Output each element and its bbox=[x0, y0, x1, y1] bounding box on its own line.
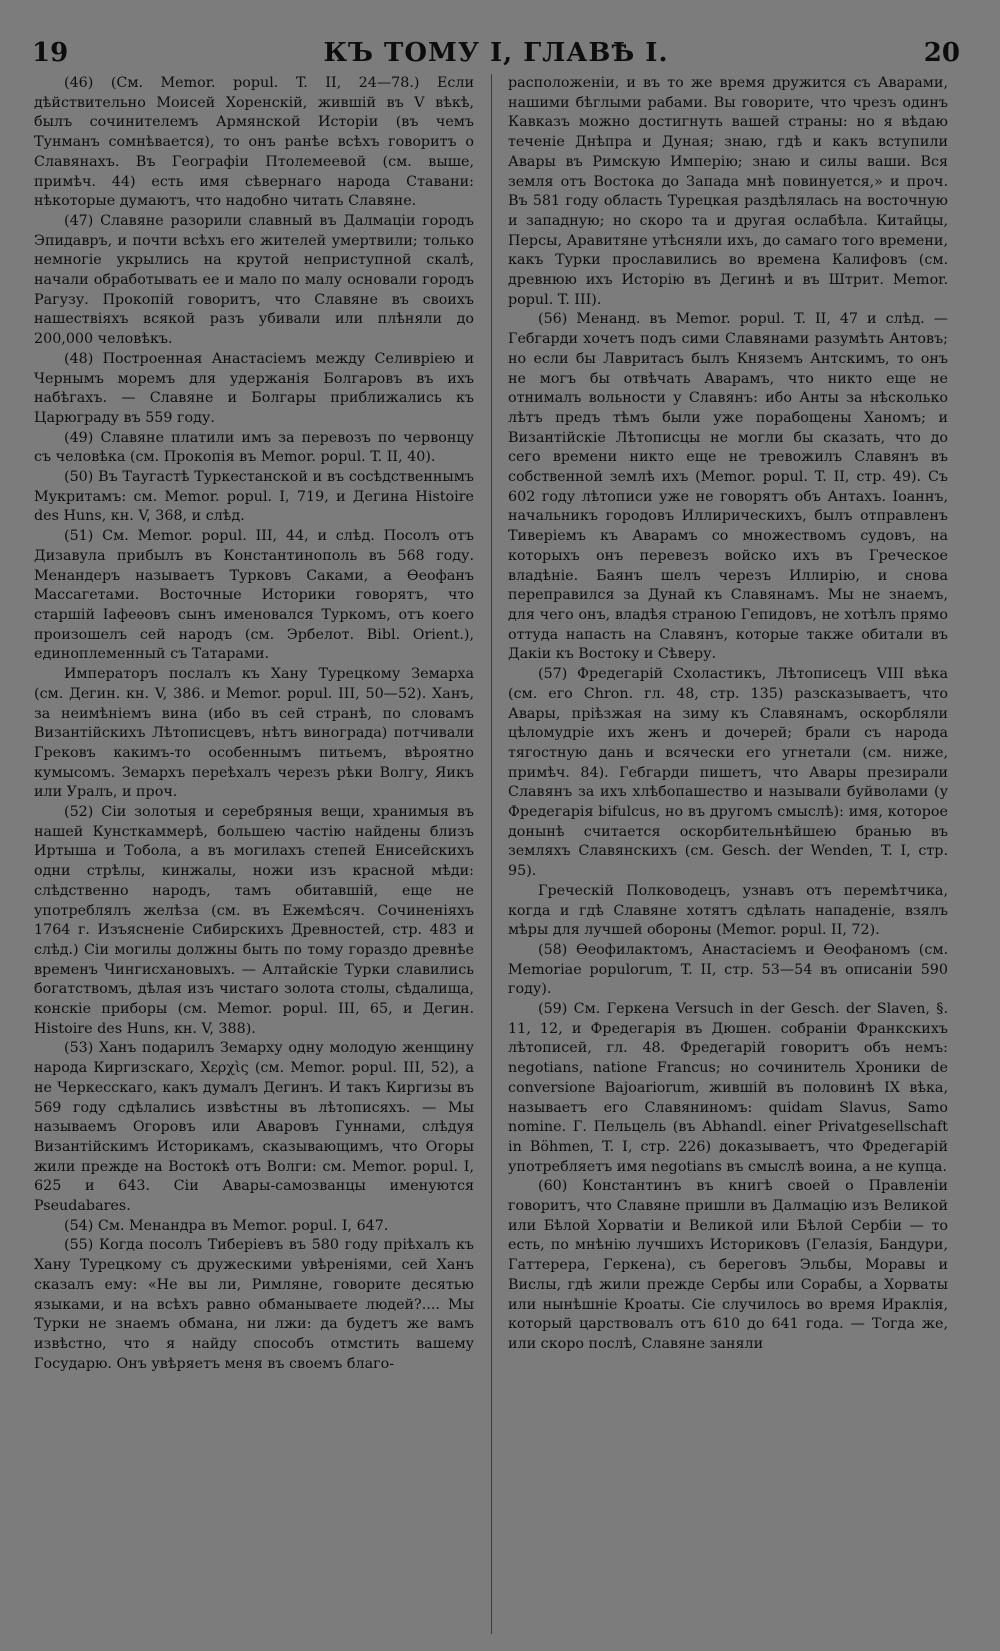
note-54: (54) См. Менандра въ Memor. popul. I, 647. bbox=[64, 1217, 389, 1234]
note-48: (48) Построенная Анастасіемъ между Селивріею и Чернымъ моремъ для удержанія Болгаровъ въ ихъ набѣгахъ. — Славяне и Болгары приближались къ Царюграду въ 559 году. bbox=[34, 350, 474, 426]
note-46: (46) (См. Memor. popul. T. II, 24—78.) Если дѣйствительно Моисей Хоренскій, жившій въ V вѣкѣ, былъ сочинителемъ Армянской Исторіи (въ чемъ Тунманъ сомнѣвается), то онъ ранѣе всѣхъ говоритъ о Славянахъ. Въ Географіи Птолемеевой (см. выше, примѣч. 44) есть имя сѣвернаго народа Ставани: нѣкоторые думаютъ, что надобно читать Славяне. bbox=[34, 75, 474, 210]
note-60: (60) Константинъ въ книгѣ своей о Правленіи говоритъ, что Славяне пришли въ Далмацію изъ Великой или Бѣлой Хорватіи и Великой или Бѣлой Сербіи — то есть, по мнѣнію лучшихъ Историковъ (Гелазія, Бандури, Гаттерера, Геркена), съ береговъ Эльбы, Моравы и Вислы, гдѣ жили прежде Сербы или Сорабы, а Хорваты или нынѣшніе Кроаты. Сіе случилось во время Ираклія, который царствовалъ отъ 610 до 641 года. — Тогда же, или скоро послѣ, Славяне заняли bbox=[508, 1178, 948, 1352]
note-55-continued: расположеніи, и въ то же время дружится съ Аварами, нашими бѣглыми рабами. Вы говорите, что чрезъ одинъ Кавказъ можно достигнуть вашей страны: но я вѣдаю теченіе Днѣпра и Дуная; знаю, гдѣ и какъ вступили Авары въ Римскую Имперію; знаю и силы ваши. Вся земля отъ Востока до Запада мнѣ повинуется,» и проч. Въ 581 году область Турецкая раздѣлялась на восточную и западную; но скоро та и другая ослабѣла. Китайцы, Персы, Аравитяне утѣсняли ихъ, до самаго того времени, какъ Турки прославились во времена Калифовъ (см. древнюю ихъ Исторію въ Дегинѣ и въ Штрит. Memor. popul. T. III). bbox=[508, 75, 948, 308]
page-number-left: 19 bbox=[32, 38, 69, 68]
right-column bbox=[508, 74, 948, 1355]
note-51: (51) См. Memor. popul. III, 44, и слѣд. Посолъ отъ Дизавула прибылъ въ Константинополь въ 568 году. Менандеръ называетъ Турковъ Саками, а Ѳеофанъ Массагетами. Восточные Историки говорятъ, что старшій Іафеѳовъ сынъ именовался Туркомъ, отъ коего произошелъ сей народъ (см. Эрбелот. Bibl. Orient.), единоплеменный съ Татарами. bbox=[34, 528, 474, 663]
note-55: (55) Когда посолъ Тиберіевъ въ 580 году пріѣхалъ къ Хану Турецкому съ дружескими увѣреніями, сей Ханъ сказалъ ему: «Не вы ли, Римляне, говорите десятью языками, и на всѣхъ равно обманываете людей?.... Мы Турки не знаемъ обмана, ни лжи: да будетъ же вамъ извѣстно, что я найду способъ отмстить вашему Государю. Онъ увѣряетъ меня въ своемъ благо- bbox=[34, 1237, 474, 1372]
running-title: КЪ ТОМУ I, ГЛАВѢ I. bbox=[323, 38, 669, 68]
note-49: (49) Славяне платили имъ за перевозъ по червонцу съ человѣка (см. Прокопія въ Memor. popul. T. II, 40). bbox=[34, 429, 474, 466]
note-57: (57) Фредегарій Схоластикъ, Лѣтописецъ VIII вѣка (см. его Chron. гл. 48, стр. 135) разсказываетъ, что Авары, пріѣзжая на зиму къ Славянамъ, оскорбляли цѣломудріе ихъ женъ и дочерей; брали съ народа тягостную дань и всячески его угнетали (см. ниже, примѣч. 84). Гебгарди пишетъ, что Авары презирали Славянъ за ихъ хлѣбопашество и называли буйволами (у Фредегарія bifulcus, но въ другомъ смыслѣ): имя, которое донынѣ считается оскорбительнѣйшею бранью въ земляхъ Славянскихъ (см. Gesch. der Wenden, T. I, стр. 95). bbox=[508, 666, 948, 880]
left-column bbox=[34, 74, 474, 1374]
note-58: (58) Ѳеофилактомъ, Анастасіемъ и Ѳеофаномъ (см. Memoriae populorum, T. II, стр. 53—54 въ описаніи 590 году). bbox=[508, 941, 948, 998]
note-47: (47) Славяне разорили славный въ Далмаціи городъ Эпидавръ, и почти всѣхъ его жителей умертвили; только немногіе укрылись на крутой неприступной скалѣ, начали обработывать ее и мало по малу основали городъ Рагузу. Прокопій говоритъ, что Славяне въ своихъ нашествіяхъ всякой разъ убивали или плѣняли до 200,000 человѣкъ. bbox=[34, 212, 474, 348]
note-52: (52) Сіи золотыя и серебряныя вещи, хранимыя въ нашей Кунсткаммерѣ, большею частію найдены близъ Иртыша и Тобола, а въ могилахъ степей Енисейскихъ одни стрѣлы, кинжалы, ножи изъ красной мѣди: слѣдственно народъ, тамъ обитавшій, еще не употреблялъ желѣза (см. въ Ежемѣсяч. Сочиненіяхъ 1764 г. Изъясненіе Сибирскихъ Древностей, стр. 483 и слѣд.) Сіи могилы должны быть по тому гораздо древнѣе временъ Чингисхановыхъ. — Алтайскіе Турки славились богатствомъ, дѣлая изъ чистаго золота столы, сѣдалища, конскіе приборы (см. Memor. popul. III, 65, и Дегин. Histoire des Huns, кн. V, 388). bbox=[34, 804, 474, 1037]
note-57-continued: Греческій Полководецъ, узнавъ отъ перемѣтчика, когда и гдѣ Славяне хотятъ сдѣлать нападеніе, взялъ мѣры для лучшей обороны (Memor. popul. II, 72). bbox=[508, 882, 948, 939]
column-divider bbox=[491, 74, 492, 1634]
page-number-right: 20 bbox=[923, 38, 960, 68]
note-50: (50) Въ Таугастѣ Туркестанской и въ сосѣдственнымъ Мукритамъ: см. Memor. popul. I, 719, и Дегина Histoire des Huns, кн. V, 368, и слѣд. bbox=[34, 469, 474, 525]
page-header bbox=[32, 30, 960, 76]
note-53: (53) Ханъ подарилъ Земарху одну молодую женщину народа Киргизскаго, Χερχὶς (см. Memor. popul. III, 52), а не Черкесскаго, какъ думалъ Дегинъ. И такъ Киргизы въ 569 году сдѣлались извѣстны въ лѣтописяхъ. — Мы называемъ Огоровъ или Аваровъ Гуннами, слѣдуя Византійскимъ Историкамъ, сказывающимъ, что Огоры жили прежде на Востокѣ отъ Волги: см. Memor. popul. I, 625 и 643. Сіи Авары-самозванцы именуются Pseudabares. bbox=[34, 1040, 474, 1215]
note-56: (56) Менанд. въ Memor. popul. T. II, 47 и слѣд. — Гебгарди хочетъ подъ сими Славянами разумѣть Антовъ; но если бы Лавритасъ былъ Княземъ Антскимъ, то онъ не могъ бы отвѣчать Аварамъ, что никто еще не отнималъ вольности у Славянъ: ибо Анты за нѣсколько лѣтъ предъ тѣмъ были уже порабощены Ханомъ; и Византійскіе Лѣтописцы не могли бы сказать, что до сего времени никто еще не тревожилъ Славянъ въ собственной землѣ ихъ (Memor. popul. T. II, стр. 49). Съ 602 году лѣтописи уже не говорятъ объ Антахъ. Іоаннъ, начальникъ городовъ Иллирическихъ, былъ отправленъ Тиверіемъ къ Аварамъ со множествомъ судовъ, на которыхъ онъ перевезъ войско ихъ въ Греческое владѣніе. Баянъ шелъ черезъ Иллирію, и снова переправился за Дунай къ Славянамъ. Мы не знаемъ, для чего онъ, владѣя страною Гепидовъ, не хотѣлъ прямо оттуда напасть на Славянъ, которые также обитали въ Дакіи къ Востоку и Сѣверу. bbox=[508, 311, 948, 663]
note-51-continued: Императоръ послалъ къ Хану Турецкому Земарха (см. Дегин. кн. V, 386. и Memor. popul. III, 50—52). Ханъ, за неимѣніемъ вина (ибо въ сей странѣ, по словамъ Византійскихъ Лѣтописцевъ, нѣтъ винограда) потчивали Грековъ какимъ-то особеннымъ питьемъ, вѣроятно кумысомъ. Земархъ переѣхалъ черезъ рѣки Волгу, Яикъ или Уралъ, и проч. bbox=[34, 666, 474, 801]
note-59: (59) См. Геркена Versuch in der Gesch. der Slaven, §. 11, 12, и Фредегарія въ Дюшен. собраніи Франкскихъ лѣтописей, гл. 48. Фредегарій говоритъ объ немъ: negotians, natione Francus; но сочинитель Хроники de conversione Bajoariorum, жившій въ половинѣ IX вѣка, называетъ его Славяниномъ: quidam Slavus, Samo nomine. Г. Пельцель (въ Abhandl. einer Privatgesellschaft in Böhmen, T. I, стр. 226) доказываетъ, что Фредегарій употребляетъ имя negotians въ смыслѣ воина, а не купца. bbox=[508, 1001, 948, 1175]
